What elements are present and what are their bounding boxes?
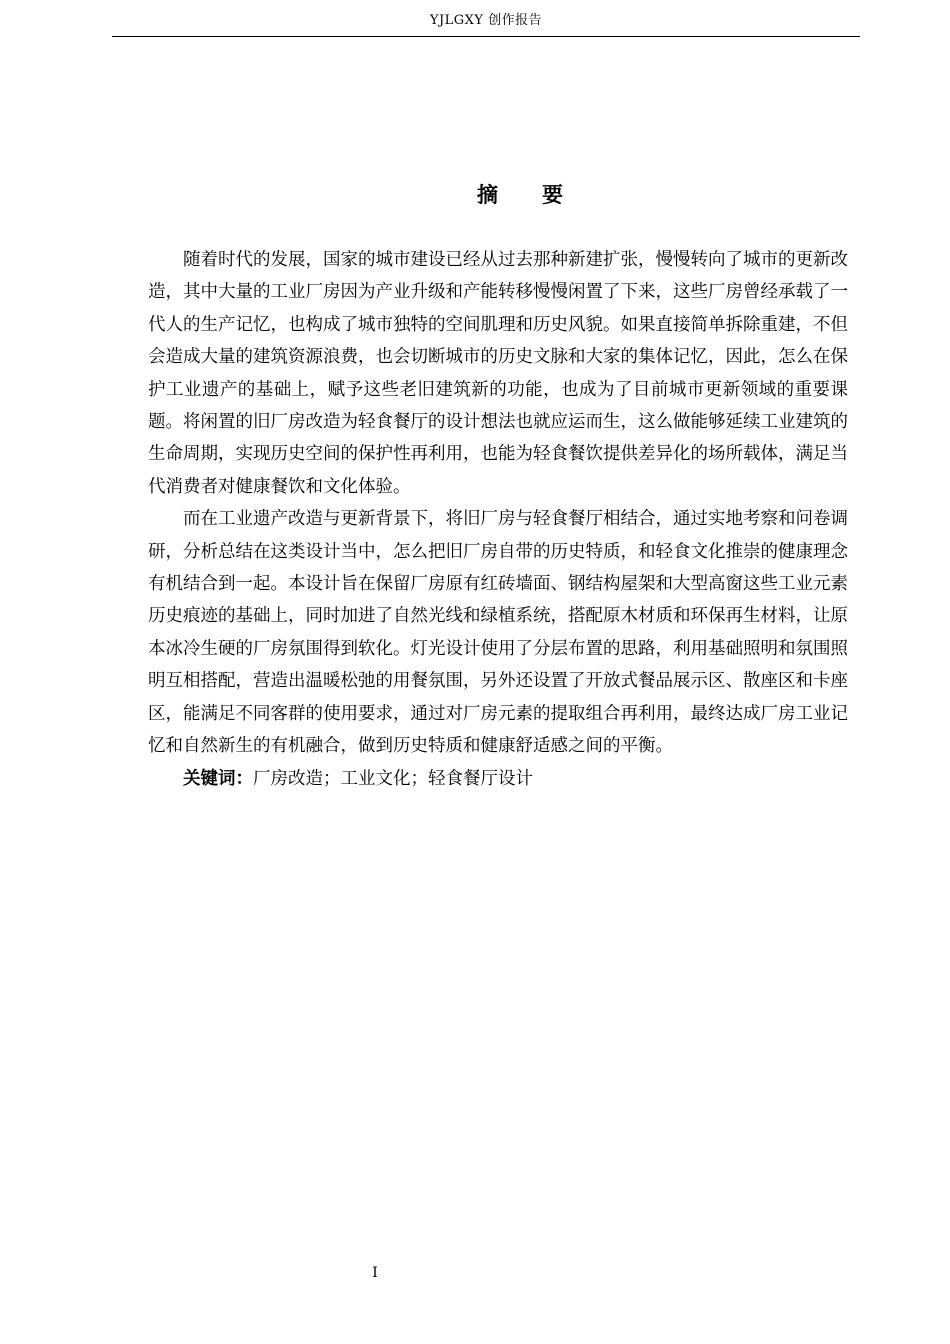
title-char-1: 摘 [477, 183, 498, 207]
title-char-2: 要 [542, 183, 563, 207]
keywords-text: 厂房改造；工业文化；轻食餐厅设计 [253, 768, 533, 789]
abstract-body [148, 244, 848, 795]
page-title [0, 178, 950, 212]
abstract-paragraph-2: 而在工业遗产改造与更新背景下，将旧厂房与轻食餐厅相结合，通过实地考察和问卷调研，分析总结在这类设计当中，怎么把旧厂房自带的历史特质，和轻食文化推崇的健康理念有机结合到一起。本设计旨在保留厂房原有红砖墙面、钢结构屋架和大型高窗这些工业元素历史痕迹的基础上，同时加进了自然光线和绿植系统，搭配原木材质和环保再生材料，让原本冰冷生硬的厂房氛围得到软化。灯光设计使用了分层布置的思路，利用基础照明和氛围照明互相搭配，营造出温暖松弛的用餐氛围，另外还设置了开放式餐品展示区、散座区和卡座区，能满足不同客群的使用要求，通过对厂房元素的提取组合再利用，最终达成厂房工业记忆和自然新生的有机融合，做到历史特质和健康舒适感之间的平衡。 [148, 509, 848, 757]
abstract-paragraph-1: 随着时代的发展，国家的城市建设已经从过去那种新建扩张，慢慢转向了城市的更新改造，其中大量的工业厂房因为产业升级和产能转移慢慢闲置了下来，这些厂房曾经承载了一代人的生产记忆，也构成了城市独特的空间肌理和历史风貌。如果直接简单拆除重建，不但会造成大量的建筑资源浪费，也会切断城市的历史文脉和大家的集体记忆，因此，怎么在保护工业遗产的基础上，赋予这些老旧建筑新的功能，也成为了目前城市更新领域的重要课题。将闲置的旧厂房改造为轻食餐厅的设计想法也就应运而生，这么做能够延续工业建筑的生命周期，实现历史空间的保护性再利用，也能为轻食餐饮提供差异化的场所载体，满足当代消费者对健康餐饮和文化体验。 [148, 250, 848, 497]
keywords-line [148, 763, 848, 795]
header-text: YJLGXY 创作报告 [429, 13, 543, 28]
page-header [112, 12, 860, 37]
page-number: I [372, 1265, 378, 1281]
keywords-label: 关键词： [183, 768, 253, 789]
